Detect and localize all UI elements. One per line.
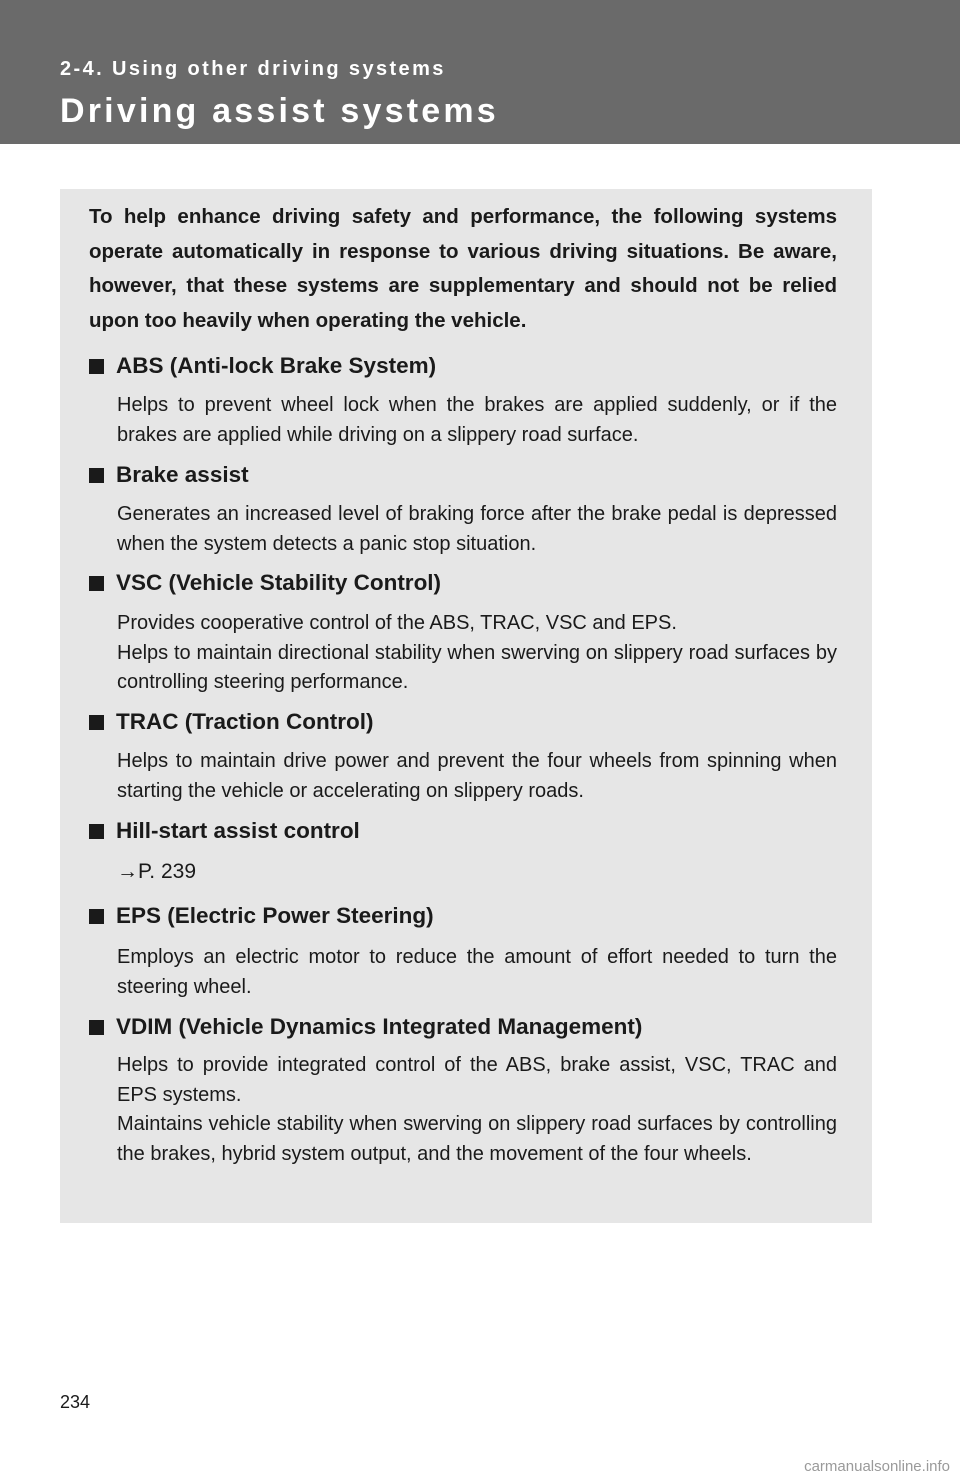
item-heading-text: Hill-start assist control <box>116 818 360 843</box>
item-heading-hill-start <box>89 818 360 844</box>
item-heading-trac <box>89 709 373 735</box>
item-body-vsc <box>117 609 837 698</box>
page-title: Driving assist systems <box>60 92 499 130</box>
item-body-trac <box>117 747 837 806</box>
item-heading-abs <box>89 353 436 379</box>
page-reference-link[interactable]: →P. 239 <box>117 860 197 883</box>
item-heading-eps <box>89 903 434 929</box>
item-heading-text: VDIM (Vehicle Dynamics Integrated Management) <box>116 1014 643 1039</box>
item-heading-text: TRAC (Traction Control) <box>116 709 374 734</box>
page-header <box>0 0 960 144</box>
square-bullet-icon <box>89 1020 104 1035</box>
page-number: 234 <box>60 1392 91 1412</box>
item-body-abs <box>117 391 837 450</box>
square-bullet-icon <box>89 576 104 591</box>
item-paragraph: Helps to maintain drive power and prevent the four wheels from spinning when starting the vehicle or accelerating on slippery roads. <box>117 750 837 802</box>
item-heading-vdim <box>89 1014 642 1040</box>
item-paragraph: Provides cooperative control of the ABS, TRAC, VSC and EPS. <box>117 612 677 634</box>
item-body-vdim <box>117 1051 837 1169</box>
watermark: carmanualsonline.info <box>804 1458 950 1475</box>
square-bullet-icon <box>89 824 104 839</box>
item-heading-text: VSC (Vehicle Stability Control) <box>116 570 442 595</box>
square-bullet-icon <box>89 468 104 483</box>
item-paragraph: Helps to maintain directional stability when swerving on slippery road surfaces by controlling steering performance. <box>117 641 837 693</box>
item-paragraph: Maintains vehicle stability when swerving on slippery road surfaces by controlling the brakes, hybrid system output, and the movement of the four wheels. <box>117 1113 837 1165</box>
item-body-hill-start <box>117 857 837 887</box>
item-paragraph: Employs an electric motor to reduce the amount of effort needed to turn the steering wheel. <box>117 946 837 998</box>
item-heading-vsc <box>89 570 441 596</box>
item-heading-text: ABS (Anti-lock Brake System) <box>116 353 437 378</box>
item-body-brake-assist <box>117 500 837 559</box>
item-paragraph: Helps to prevent wheel lock when the brakes are applied suddenly, or if the brakes are applied while driving on a slippery road surface. <box>117 394 837 446</box>
item-heading-text: Brake assist <box>116 462 249 487</box>
item-paragraph: Helps to provide integrated control of the ABS, brake assist, VSC, TRAC and EPS systems. <box>117 1054 837 1106</box>
intro-paragraph: To help enhance driving safety and performance, the following systems operate automatically in response to various driving situations. Be aware, however, that these systems are supplementary and should not be relied upon too heavily when operating the vehicle. <box>89 205 837 332</box>
item-paragraph: Generates an increased level of braking force after the brake pedal is depressed when the system detects a panic stop situation. <box>117 503 837 555</box>
square-bullet-icon <box>89 359 104 374</box>
section-label: 2-4. Using other driving systems <box>60 58 446 80</box>
item-heading-brake-assist <box>89 462 249 488</box>
item-body-eps <box>117 943 837 1002</box>
square-bullet-icon <box>89 715 104 730</box>
item-heading-text: EPS (Electric Power Steering) <box>116 903 434 928</box>
square-bullet-icon <box>89 909 104 924</box>
